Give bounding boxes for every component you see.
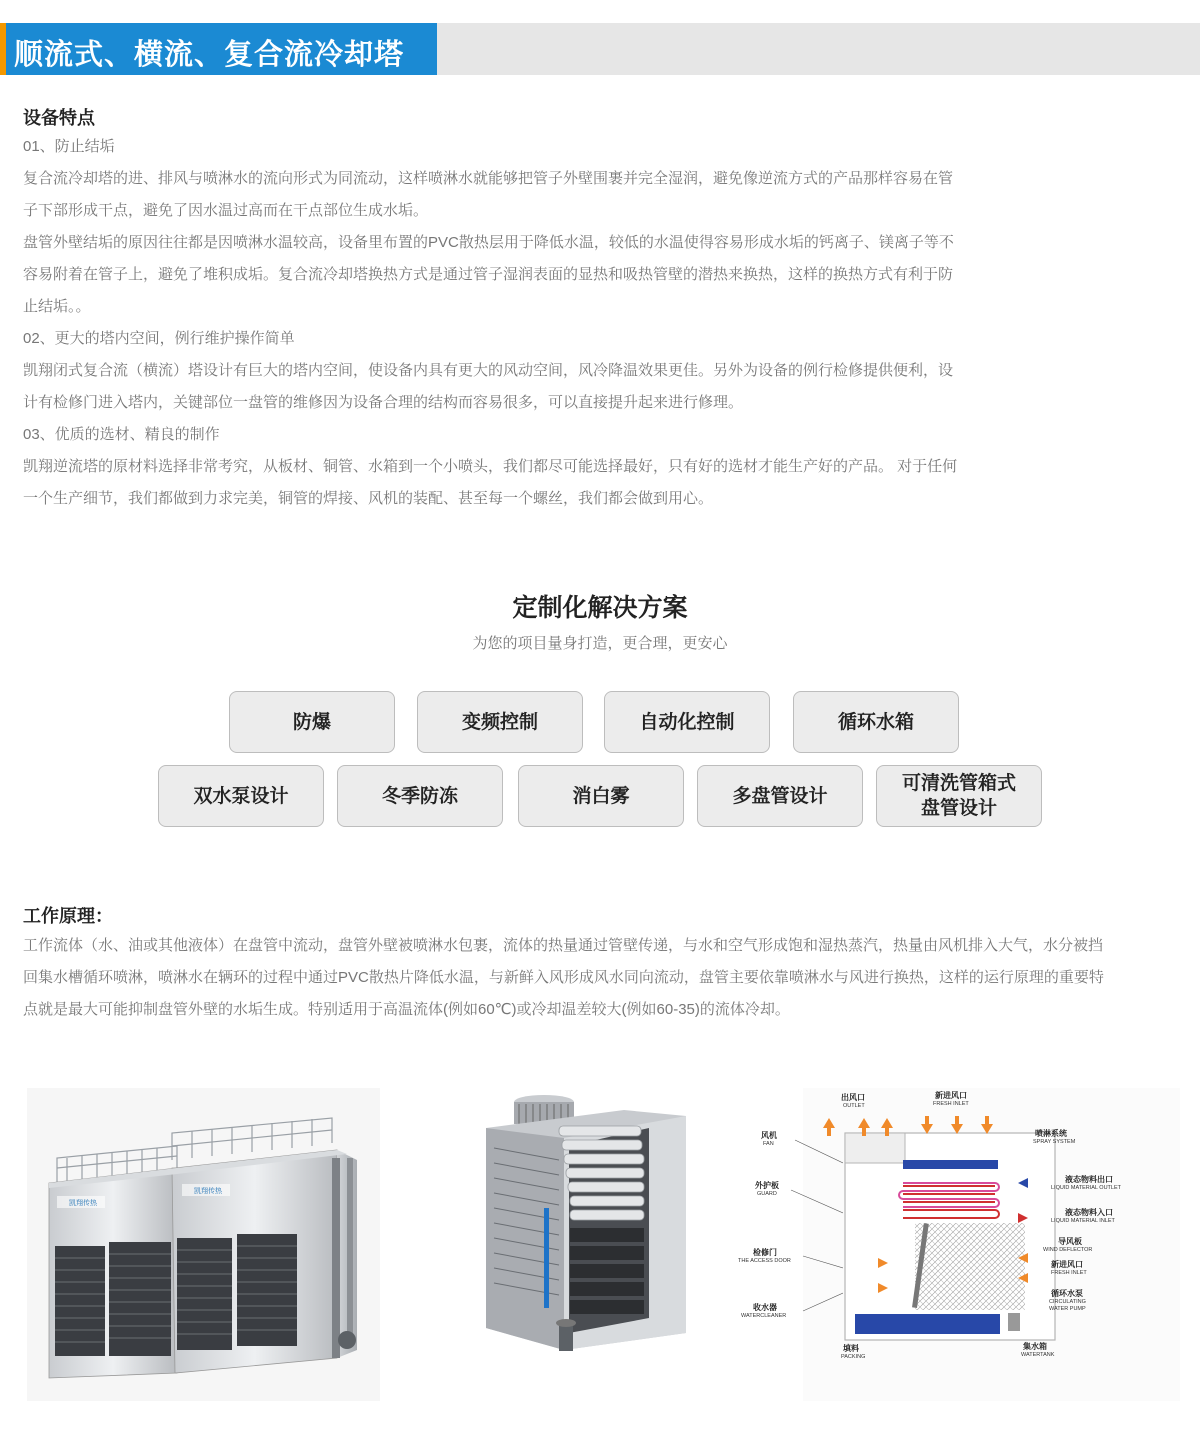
label-fresh-inlet-top-en: FRESH INLET [933, 1101, 969, 1107]
label-watertank: 集水箱 [1023, 1342, 1047, 1351]
principle-line: 工作流体（水、油或其他液体）在盘管中流动，盘管外壁被喷淋水包裹，流体的热量通过管壁传递，与水和空气形成饱和湿热蒸汽，热量由风机排入大气，水分被挡 [23, 937, 1104, 954]
label-guard-cn: 外护板 [755, 1181, 779, 1190]
principle-body [23, 930, 1181, 1026]
label-guard-en: GUARD [757, 1191, 777, 1197]
label-access-door-en: THE ACCESS DOOR [738, 1258, 791, 1264]
feature-line: 复合流冷却塔的进、排风与喷淋水的流向形式为同流动，这样喷淋水就能够把管子外壁围裹并完全湿润，避免像逆流方式的产品那样容易在管 [23, 170, 954, 187]
feature-line: 容易附着在管子上，避免了堆积成垢。复合流冷却塔换热方式是通过管子湿润表面的显热和吸热管壁的潜热来换热，这样的换热方式有利于防 [23, 266, 954, 283]
product-photo-twin-tower [27, 1088, 380, 1401]
brand-logo-right: 凯翔传热 [194, 1188, 222, 1195]
feature-title: 01、防止结垢 [23, 138, 115, 155]
label-fresh-inlet-en: FRESH INLET [1051, 1270, 1087, 1276]
diagram-left-labels [733, 1088, 843, 1401]
label-watertank-en: WATERTANK [1021, 1352, 1055, 1358]
label-liquid-outlet: 液态物料出口 [1065, 1175, 1113, 1184]
solution-automation-control[interactable]: 自动化控制 [604, 691, 770, 753]
working-principle-diagram [803, 1088, 1180, 1401]
solution-multi-coil[interactable]: 多盘管设计 [697, 765, 863, 827]
solution-dual-pump[interactable]: 双水泵设计 [158, 765, 324, 827]
page-title: 顺流式、横流、复合流冷却塔 [14, 39, 405, 71]
label-outlet-en: OUTLET [843, 1103, 865, 1109]
feature-title: 03、优质的选材、精良的制作 [23, 426, 220, 443]
solution-explosion-proof[interactable]: 防爆 [229, 691, 395, 753]
label-wind-deflector: 导风板 [1058, 1237, 1082, 1246]
feature-line: 子下部形成干点，避免了因水温过高而在干点部位生成水垢。 [23, 202, 429, 219]
label-fan-en: FAN [763, 1141, 774, 1147]
feature-line: 盘管外壁结垢的原因往往都是因喷淋水温较高，设备里布置的PVC散热层用于降低水温，较低的水温使得容易形成水垢的钙离子、镁离子等不 [23, 234, 954, 251]
banner-title-tab [0, 23, 437, 75]
label-spray-en: SPRAY SYSTEM [1033, 1139, 1076, 1145]
solution-cleanable-coil[interactable] [876, 765, 1042, 827]
solution-cleanable-coil-line1: 可清洗管箱式 [901, 773, 1016, 794]
principle-line: 回集水槽循环喷淋，喷淋水在辆环的过程中通过PVC散热片降低水温，与新鲜入风形成风水同向流动，盘管主要依靠喷淋水与风进行换热，这样的运行原理的重要特 [23, 969, 1104, 986]
label-fresh-inlet-top: 新进风口 [935, 1091, 967, 1100]
solution-plume-abatement[interactable]: 消白雾 [518, 765, 684, 827]
principle-heading: 工作原理： [23, 906, 113, 926]
principle-diagram-svg [803, 1088, 1180, 1401]
label-wind-deflector-en: WIND DEFLECTOR [1043, 1247, 1093, 1253]
features-section [23, 104, 1023, 130]
label-liquid-inlet: 液态物料入口 [1065, 1208, 1113, 1217]
label-pump: 循环水泵 [1051, 1289, 1083, 1298]
label-liquid-outlet-en: LIQUID MATERIAL OUTLET [1051, 1185, 1121, 1191]
label-access-door-cn: 检修门 [753, 1248, 777, 1257]
feature-line: 止结垢。。 [23, 298, 91, 315]
label-pump-en: CIRCULATING [1049, 1299, 1086, 1305]
label-packing-en: PACKING [841, 1354, 866, 1360]
features-body [23, 131, 1023, 515]
label-outlet: 出风口 [841, 1093, 865, 1102]
label-watercleaner-cn: 收水器 [753, 1303, 777, 1312]
brand-logo-left: 凯翔传热 [69, 1200, 97, 1207]
solution-circulating-tank[interactable]: 循环水箱 [793, 691, 959, 753]
solutions-title: 定制化解决方案 [512, 594, 688, 622]
feature-line: 计有检修门进入塔内，关键部位一盘管的维修因为设备合理的结构而容易很多，可以直接提升起来进行修理。 [23, 394, 744, 411]
twin-tower-illustration [27, 1088, 380, 1401]
label-fan-cn: 风机 [761, 1131, 777, 1140]
solution-winter-antifreeze[interactable]: 冬季防冻 [337, 765, 503, 827]
section-banner [0, 23, 1200, 75]
feature-title: 02、更大的塔内空间，例行维护操作简单 [23, 330, 295, 347]
feature-line: 凯翔闭式复合流（横流）塔设计有巨大的塔内空间，使设备内具有更大的风动空间，风冷降温效果更佳。另外为设备的例行检修提供便利，设 [23, 362, 954, 379]
solution-cleanable-coil-line2: 盘管设计 [920, 798, 997, 819]
features-heading: 设备特点 [23, 108, 95, 128]
label-fresh-inlet: 新进风口 [1051, 1260, 1083, 1269]
label-pump-en-2: WATER PUMP [1049, 1306, 1086, 1312]
label-watercleaner-en: WATERCLEANER [741, 1313, 787, 1319]
label-spray: 喷淋系统 [1035, 1129, 1067, 1138]
solution-frequency-control[interactable]: 变频控制 [417, 691, 583, 753]
principle-line: 点就是最大可能抑制盘管外壁的水垢生成。特别适用于高温流体(例如60℃)或冷却温差较大(例如60-35)的流体冷却。 [23, 1001, 790, 1018]
solutions-subtitle: 为您的项目量身打造，更合理，更安心 [472, 635, 728, 652]
feature-line: 凯翔逆流塔的原材料选择非常考究，从板材、铜管、水箱到一个小喷头，我们都尽可能选择最好，只有好的选材才能生产好的产品。 对于任何 [23, 458, 958, 475]
label-liquid-inlet-en: LIQUID MATERIAL INLET [1051, 1218, 1115, 1224]
label-packing: 填料 [843, 1344, 859, 1353]
feature-line: 一个生产细节，我们都做到力求完美，铜管的焊接、风机的装配、甚至每一个螺丝，我们都会做到用心。 [23, 490, 714, 507]
